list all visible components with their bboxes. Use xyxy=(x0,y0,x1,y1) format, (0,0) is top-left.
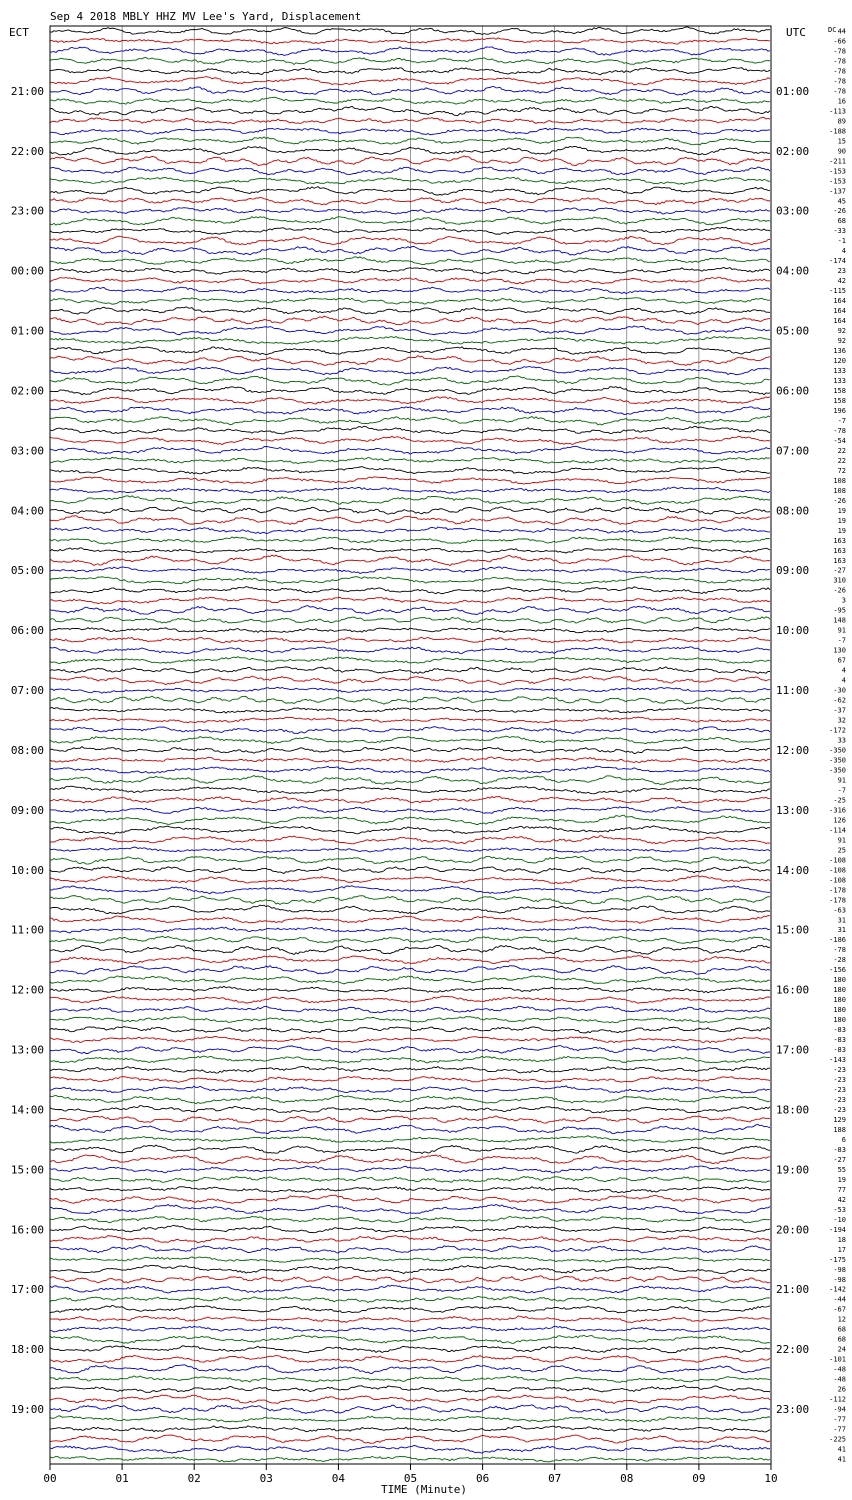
x-tick-label-7: 07 xyxy=(548,1472,562,1485)
left-hour-label: 09:00 xyxy=(10,803,44,817)
right-hour-label: 09:00 xyxy=(776,564,810,578)
x-tick-label-1: 01 xyxy=(115,1472,129,1485)
row-offset-label: -26 xyxy=(833,207,846,216)
right-hour-label: 14:00 xyxy=(776,863,810,877)
x-tick-label-5: 05 xyxy=(403,1472,418,1485)
row-offset-label: 91 xyxy=(837,626,846,635)
row-offset-label: 55 xyxy=(837,1165,846,1174)
row-offset-label: 91 xyxy=(837,836,846,845)
left-hour-label: 13:00 xyxy=(10,1043,44,1057)
row-offset-label: -156 xyxy=(829,966,846,975)
right-hour-label: 12:00 xyxy=(776,743,810,757)
row-offset-label: -37 xyxy=(833,706,846,715)
row-offset-label: -1 xyxy=(837,237,846,246)
right-hour-label: 06:00 xyxy=(776,384,810,398)
row-offset-label: 31 xyxy=(837,926,846,935)
row-offset-label: 4 xyxy=(841,247,846,256)
left-hour-label: 21:00 xyxy=(10,84,44,98)
right-hour-label: 20:00 xyxy=(776,1223,810,1237)
row-offset-label: -66 xyxy=(833,37,846,46)
left-hour-label: 14:00 xyxy=(10,1103,44,1117)
row-offset-label: 22 xyxy=(837,456,846,465)
row-offset-label: 68 xyxy=(837,217,846,226)
row-offset-label: 4 xyxy=(841,676,846,685)
row-offset-label: -316 xyxy=(829,806,846,815)
row-offset-label: -143 xyxy=(829,1056,846,1065)
row-offset-label: -78 xyxy=(833,87,846,96)
row-offset-label: 196 xyxy=(833,406,846,415)
left-hour-label: 06:00 xyxy=(10,624,44,638)
row-offset-label: 158 xyxy=(833,386,846,395)
row-offset-label: -48 xyxy=(833,1375,846,1384)
row-offset-label: -350 xyxy=(829,756,846,765)
row-offset-label: -27 xyxy=(833,1155,846,1164)
chart-title: Sep 4 2018 MBLY HHZ MV Lee's Yard, Displacement xyxy=(50,10,362,23)
row-offset-label: 136 xyxy=(833,347,846,356)
left-hour-label: 04:00 xyxy=(10,504,44,518)
row-offset-label: -23 xyxy=(833,1066,846,1075)
row-offset-label: -53 xyxy=(833,1205,846,1214)
row-offset-label: -78 xyxy=(833,47,846,56)
row-offset-label: 22 xyxy=(837,446,846,455)
left-hour-label: 01:00 xyxy=(10,324,44,338)
row-offset-label: -225 xyxy=(829,1435,846,1444)
row-offset-label: 108 xyxy=(833,486,846,495)
row-offset-label: -153 xyxy=(829,177,846,186)
row-offset-label: -62 xyxy=(833,696,846,705)
x-tick-label-0: 00 xyxy=(43,1472,57,1485)
left-timezone-label: ECT xyxy=(9,26,29,39)
row-offset-label: 180 xyxy=(833,976,846,985)
row-offset-label: -83 xyxy=(833,1036,846,1045)
row-offset-label: -7 xyxy=(837,636,846,645)
row-offset-label: 180 xyxy=(833,1016,846,1025)
right-hour-label: 07:00 xyxy=(776,444,810,458)
row-offset-label: 12 xyxy=(837,1315,846,1324)
row-offset-label: 92 xyxy=(837,337,846,346)
row-offset-label: 31 xyxy=(837,916,846,925)
row-offset-label: 42 xyxy=(837,277,846,286)
right-hour-label: 02:00 xyxy=(776,144,810,158)
row-offset-label: -95 xyxy=(833,606,846,615)
row-offset-label: 92 xyxy=(837,327,846,336)
row-offset-label: 4 xyxy=(841,666,846,675)
row-offset-label: -23 xyxy=(833,1105,846,1114)
row-offset-label: 19 xyxy=(837,1175,846,1184)
row-offset-label: -153 xyxy=(829,167,846,176)
row-offset-label: -7 xyxy=(837,786,846,795)
row-offset-label: 91 xyxy=(837,776,846,785)
right-timezone-label: UTC xyxy=(786,26,806,39)
row-offset-label: 33 xyxy=(837,736,846,745)
row-offset-label: -114 xyxy=(829,826,846,835)
row-offset-label: -26 xyxy=(833,586,846,595)
row-offset-label: 108 xyxy=(833,476,846,485)
row-offset-label: -98 xyxy=(833,1265,846,1274)
row-offset-label: 24 xyxy=(837,1345,846,1354)
row-offset-label: -54 xyxy=(833,436,846,445)
row-offset-label: 133 xyxy=(833,367,846,376)
row-offset-label: -23 xyxy=(833,1086,846,1095)
row-offset-label: -25 xyxy=(833,796,846,805)
row-offset-label: -211 xyxy=(829,157,846,166)
row-offset-label: -113 xyxy=(829,107,846,116)
left-hour-label: 02:00 xyxy=(10,384,44,398)
row-offset-label: -174 xyxy=(829,257,846,266)
row-offset-label: -178 xyxy=(829,896,846,905)
x-tick-label-8: 08 xyxy=(620,1472,634,1485)
row-offset-label: -78 xyxy=(833,67,846,76)
left-hour-label: 00:00 xyxy=(10,264,44,278)
x-axis-label: TIME (Minute) xyxy=(380,1483,468,1496)
row-offset-label: 310 xyxy=(833,576,846,585)
row-offset-label: -101 xyxy=(829,1355,846,1364)
left-hour-label: 08:00 xyxy=(10,743,44,757)
left-hour-label: 16:00 xyxy=(10,1223,44,1237)
right-hour-label: 17:00 xyxy=(776,1043,810,1057)
row-offset-label: -83 xyxy=(833,1046,846,1055)
row-offset-label: 3 xyxy=(841,596,846,605)
row-offset-label: 17 xyxy=(837,1245,846,1254)
row-offset-label: 32 xyxy=(837,716,846,725)
row-offset-label: -83 xyxy=(833,1026,846,1035)
row-offset-label: -98 xyxy=(833,1275,846,1284)
row-offset-label: 23 xyxy=(837,267,846,276)
left-hour-label: 17:00 xyxy=(10,1283,44,1297)
row-offset-label: 133 xyxy=(833,377,846,386)
right-hour-label: 01:00 xyxy=(776,84,810,98)
row-offset-label: 41 xyxy=(837,1445,846,1454)
row-offset-label: -137 xyxy=(829,187,846,196)
row-offset-label: 41 xyxy=(837,1455,846,1464)
row-offset-label: 68 xyxy=(837,1335,846,1344)
right-hour-label: 18:00 xyxy=(776,1103,810,1117)
row-offset-label: -83 xyxy=(833,1145,846,1154)
left-hour-label: 03:00 xyxy=(10,444,44,458)
row-offset-label: 19 xyxy=(837,526,846,535)
row-offset-label: 129 xyxy=(833,1115,846,1124)
row-offset-label: 77 xyxy=(837,1185,846,1194)
row-offset-label: 15 xyxy=(837,137,846,146)
row-offset-label: 180 xyxy=(833,996,846,1005)
row-offset-label: -44 xyxy=(833,1295,846,1304)
row-offset-label: -23 xyxy=(833,1096,846,1105)
row-offset-label: -186 xyxy=(829,936,846,945)
left-hour-label: 19:00 xyxy=(10,1403,44,1417)
left-hour-label: 07:00 xyxy=(10,684,44,698)
left-hour-label: 12:00 xyxy=(10,983,44,997)
row-offset-label: -108 xyxy=(829,876,846,885)
row-offset-label: -10 xyxy=(833,1215,846,1224)
row-offset-label: -28 xyxy=(833,956,846,965)
row-offset-label: 25 xyxy=(837,846,846,855)
right-hour-label: 05:00 xyxy=(776,324,810,338)
row-offset-label: -48 xyxy=(833,1365,846,1374)
row-offset-label: 126 xyxy=(833,816,846,825)
row-offset-label: 164 xyxy=(833,317,846,326)
row-offset-label: -350 xyxy=(829,766,846,775)
left-hour-label: 18:00 xyxy=(10,1343,44,1357)
row-offset-label: -94 xyxy=(833,1405,846,1414)
left-hour-label: 22:00 xyxy=(10,144,44,158)
row-offset-label: 26 xyxy=(837,1385,846,1394)
row-offset-label: 18 xyxy=(837,1235,846,1244)
row-offset-label: -78 xyxy=(833,77,846,86)
row-offset-label: 180 xyxy=(833,1006,846,1015)
row-offset-label: 72 xyxy=(837,466,846,475)
right-hour-label: 04:00 xyxy=(776,264,810,278)
row-offset-label: 16 xyxy=(837,97,846,106)
row-offset-label: 89 xyxy=(837,117,846,126)
x-tick-label-10: 10 xyxy=(764,1472,778,1485)
row-offset-label: 120 xyxy=(833,357,846,366)
right-hour-label: 22:00 xyxy=(776,1343,810,1357)
row-offset-label: -23 xyxy=(833,1076,846,1085)
right-hour-label: 15:00 xyxy=(776,923,810,937)
row-offset-label: -178 xyxy=(829,886,846,895)
left-hour-label: 11:00 xyxy=(10,923,44,937)
row-offset-label: -108 xyxy=(829,856,846,865)
row-offset-label: -67 xyxy=(833,1305,846,1314)
row-offset-label: -77 xyxy=(833,1415,846,1424)
row-offset-label: -175 xyxy=(829,1255,846,1264)
row-offset-label: -33 xyxy=(833,227,846,236)
left-hour-label: 15:00 xyxy=(10,1163,44,1177)
right-hour-label: 08:00 xyxy=(776,504,810,518)
row-offset-label: 164 xyxy=(833,297,846,306)
x-tick-label-2: 02 xyxy=(187,1472,201,1485)
row-offset-label: -350 xyxy=(829,746,846,755)
row-offset-label: -30 xyxy=(833,686,846,695)
row-offset-label: -142 xyxy=(829,1285,846,1294)
row-offset-label: -188 xyxy=(829,127,846,136)
right-hour-label: 03:00 xyxy=(776,204,810,218)
row-offset-label: -78 xyxy=(833,946,846,955)
row-offset-label: 130 xyxy=(833,646,846,655)
row-offset-label: 6 xyxy=(841,1135,846,1144)
row-offset-label: 68 xyxy=(837,1325,846,1334)
row-offset-label: 164 xyxy=(833,307,846,316)
row-offset-label: -115 xyxy=(829,287,846,296)
row-offset-label: 188 xyxy=(833,1125,846,1134)
x-tick-label-9: 09 xyxy=(692,1472,706,1485)
row-offset-label: -194 xyxy=(829,1225,846,1234)
row-offset-label: -27 xyxy=(833,566,846,575)
row-offset-label: -26 xyxy=(833,496,846,505)
right-hour-label: 11:00 xyxy=(776,684,810,698)
x-tick-label-4: 04 xyxy=(331,1472,346,1485)
left-hour-label: 23:00 xyxy=(10,204,44,218)
row-offset-label: 163 xyxy=(833,556,846,565)
x-tick-label-6: 06 xyxy=(475,1472,490,1485)
row-offset-label: -112 xyxy=(829,1395,846,1404)
row-offset-label: -77 xyxy=(833,1425,846,1434)
row-offset-label: 163 xyxy=(833,536,846,545)
row-offset-label: 19 xyxy=(837,516,846,525)
row-offset-label: 67 xyxy=(837,656,846,665)
right-hour-label: 19:00 xyxy=(776,1163,810,1177)
row-offset-label: -78 xyxy=(833,426,846,435)
right-hour-label: 21:00 xyxy=(776,1283,810,1297)
row-offset-label: 44 xyxy=(837,27,846,36)
row-offset-label: -7 xyxy=(837,416,846,425)
row-offset-label: 42 xyxy=(837,1195,846,1204)
row-offset-label: -108 xyxy=(829,866,846,875)
row-offset-label: -172 xyxy=(829,726,846,735)
row-offset-label: -78 xyxy=(833,57,846,66)
right-hour-label: 13:00 xyxy=(776,803,810,817)
left-hour-label: 10:00 xyxy=(10,863,44,877)
row-offset-label: 90 xyxy=(837,147,846,156)
right-hour-label: 16:00 xyxy=(776,983,810,997)
row-offset-label: -63 xyxy=(833,906,846,915)
x-tick-label-3: 03 xyxy=(259,1472,273,1485)
left-hour-label: 05:00 xyxy=(10,564,44,578)
row-offset-label: 158 xyxy=(833,396,846,405)
right-hour-label: 23:00 xyxy=(776,1403,810,1417)
row-offset-label: 163 xyxy=(833,546,846,555)
row-offset-label: 19 xyxy=(837,506,846,515)
row-offset-label: 148 xyxy=(833,616,846,625)
row-offset-label: 45 xyxy=(837,197,846,206)
right-hour-label: 10:00 xyxy=(776,624,810,638)
offset-header: DC xyxy=(828,26,837,34)
row-offset-label: 180 xyxy=(833,986,846,995)
